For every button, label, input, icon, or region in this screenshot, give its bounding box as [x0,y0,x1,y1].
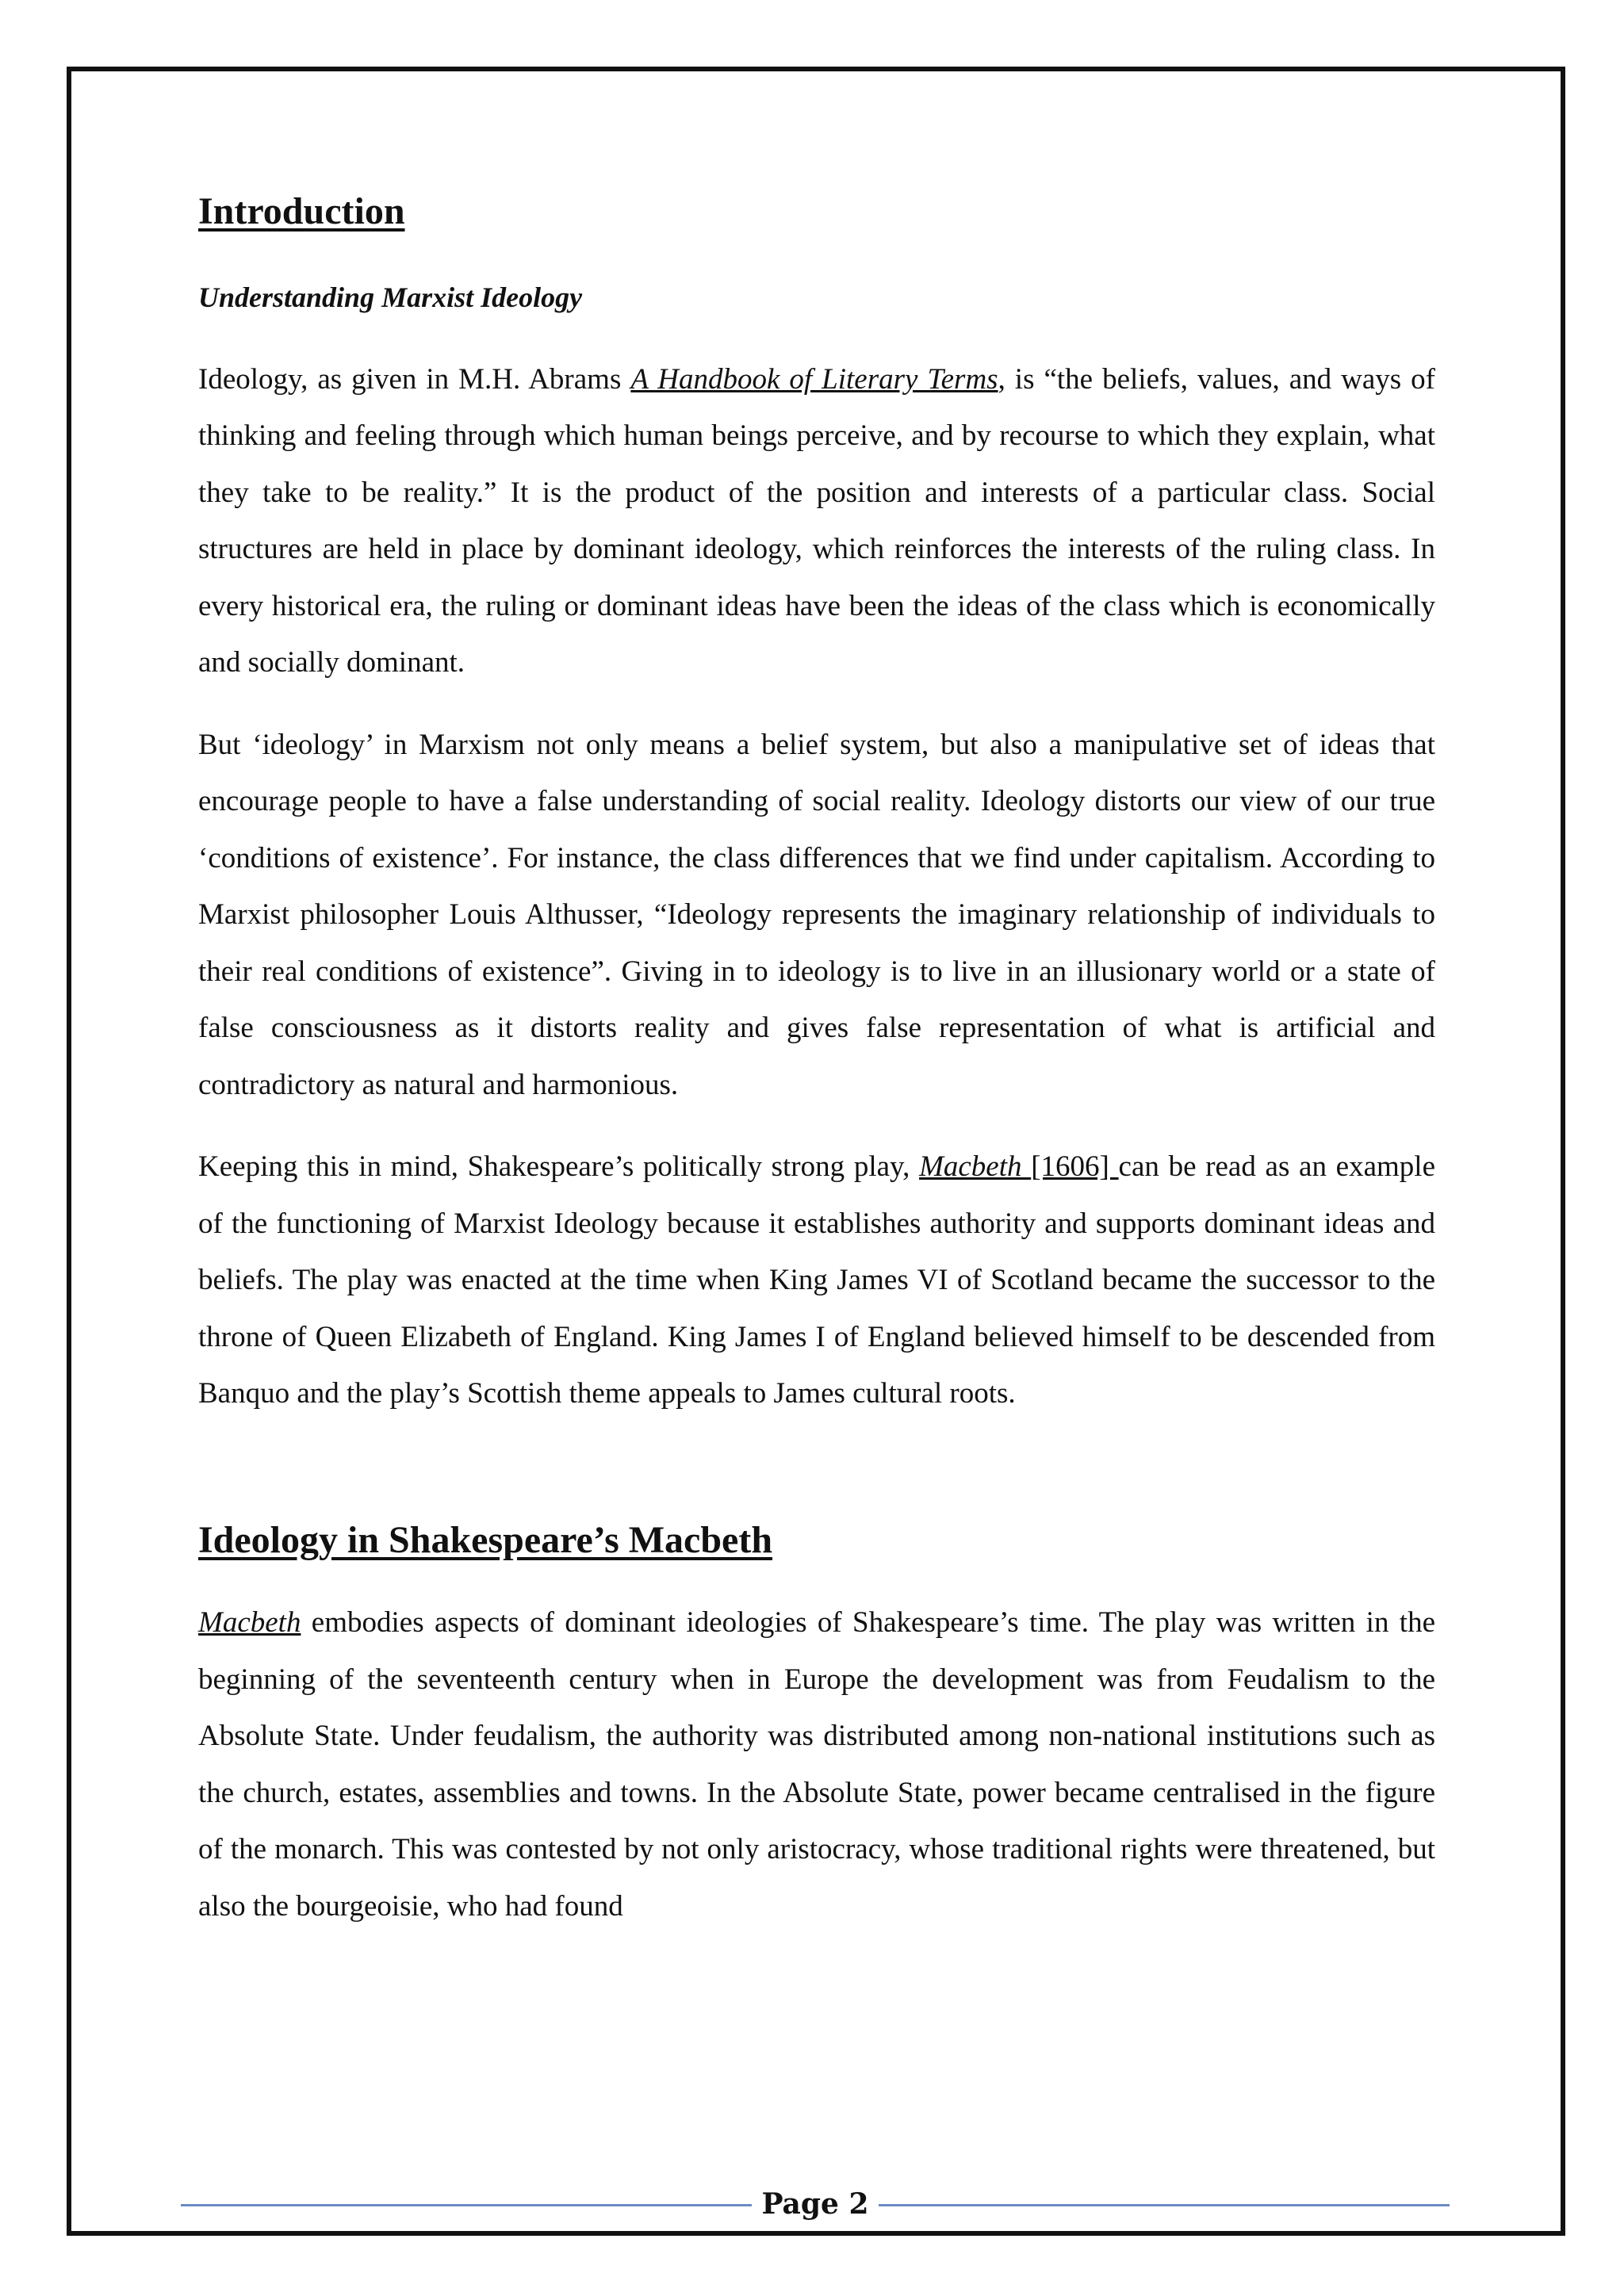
book-title-reference: A Handbook of Literary Terms [630,362,998,396]
footer-rule-left [181,2204,752,2206]
play-year: [1606] [1031,1150,1119,1184]
subheading-marxist-ideology: Understanding Marxist Ideology [198,281,583,313]
section-heading-ideology-macbeth: Ideology in Shakespeare’s Macbeth [198,1518,773,1561]
page-number: Page 2 [761,2187,869,2221]
paragraph-macbeth-ideologies [198,1594,1435,1934]
section-spacer [198,1422,1435,1517]
page-footer [181,2182,1450,2226]
paragraph-macbeth-intro [198,1138,1435,1422]
paragraph-text: Ideology, as given in M.H. Abrams [198,362,631,396]
paragraph-text: embodies aspects of dominant ideologies of Shakespeare’s time. The play was written in the beginning of the seventeenth century when in Europe the development was from Feudalism to the Absolute State. Under feudalism, the authority was distributed among non-national institutions such as the church, estates, assemblies and towns. In the Absolute State, power became centralised in the figure of the monarch. This was contested by not only aristocracy, whose traditional rights were threatened, but also the bourgeoisie, who had found [198,1606,1435,1923]
paragraph-text: can be read as an example of the functioning of Marxist Ideology because it establishes authority and supports dominant ideas and beliefs. The play was enacted at the time when King James VI of Scotland became the successor to the throne of Queen Elizabeth of England. King James I of England believed himself to be descended from Banquo and the play’s Scottish theme appeals to James cultural roots. [198,1150,1435,1410]
play-title-reference: Macbeth [198,1606,301,1640]
section-heading-introduction: Introduction [198,190,405,232]
paragraph-text: , is “the beliefs, values, and ways of thinking and feeling through which human beings perceive, and by recourse to which they explain, what they take to be reality.” It is the product of the position and interests of a particular class. Social structures are held in place by dominant ideology, which reinforces the interests of the ruling class. In every historical era, the ruling or dominant ideas have been the ideas of the class which is economically and socially dominant. [198,362,1435,679]
paragraph-ideology-definition [198,351,1435,691]
play-title-reference: Macbeth [919,1150,1032,1184]
paragraph-ideology-marxism: But ‘ideology’ in Marxism not only means a belief system, but also a manipulative set of ideas that encourage people to have a false understanding of social reality. Ideology distorts our view of our true ‘conditions of existence’. For instance, the class differences that we find under capitalism. According to Marxist philosopher Louis Althusser, “Ideology represents the imaginary relationship of individuals to their real conditions of existence”. Giving in to ideology is to live in an illusionary world or a state of false consciousness as it distorts reality and gives false representation of what is artificial and contradictory as natural and harmonious. [198,728,1435,1101]
footer-rule-right [879,2204,1450,2206]
document-body [198,189,1435,1934]
paragraph-text: Keeping this in mind, Shakespeare’s politically strong play, [198,1150,920,1184]
